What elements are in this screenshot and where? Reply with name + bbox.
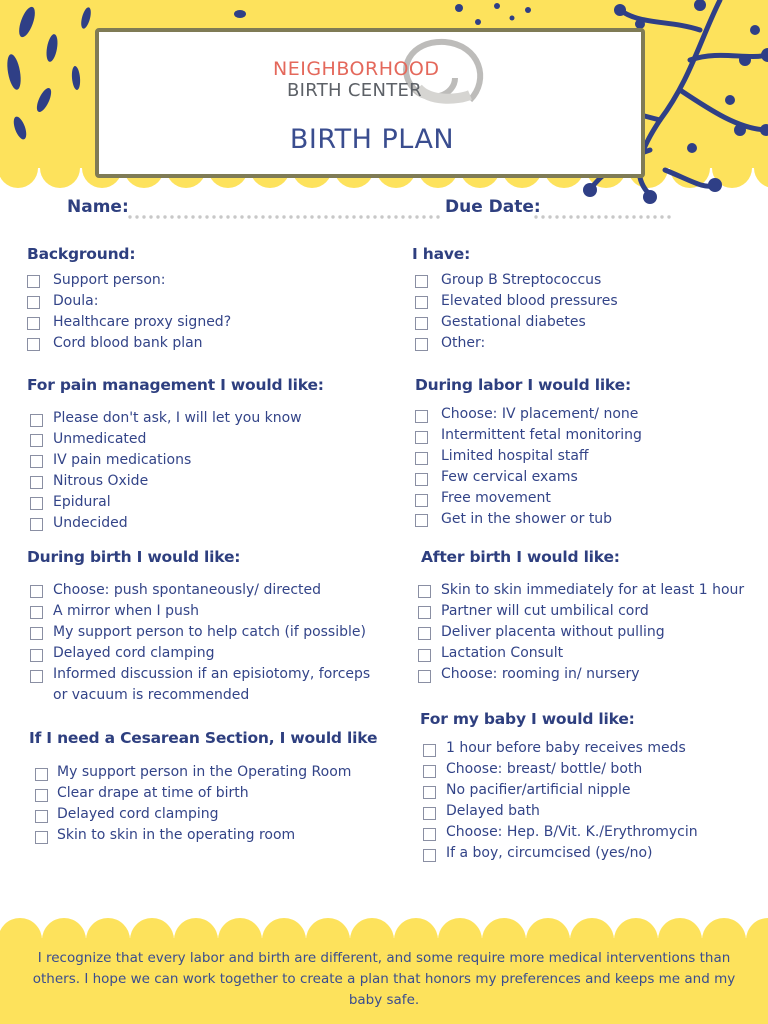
- checkbox[interactable]: [30, 649, 43, 662]
- checkbox[interactable]: [423, 786, 436, 799]
- checkbox[interactable]: [30, 670, 43, 683]
- checkbox[interactable]: [415, 452, 428, 465]
- checkbox[interactable]: [418, 606, 431, 619]
- checkbox[interactable]: [418, 649, 431, 662]
- checkbox[interactable]: [415, 494, 428, 507]
- checkbox[interactable]: [27, 296, 40, 309]
- checkbox[interactable]: [30, 627, 43, 640]
- section-title-background: Background:: [27, 245, 136, 263]
- section-title-during-labor: During labor I would like:: [415, 376, 631, 394]
- checkbox[interactable]: [423, 828, 436, 841]
- checkbox[interactable]: [30, 434, 43, 447]
- checkbox[interactable]: [27, 275, 40, 288]
- checkbox[interactable]: [415, 338, 428, 351]
- checkbox[interactable]: [35, 831, 48, 844]
- checkbox[interactable]: [30, 476, 43, 489]
- checkbox[interactable]: [30, 497, 43, 510]
- checkbox[interactable]: [30, 414, 43, 427]
- checkbox[interactable]: [423, 744, 436, 757]
- checkbox[interactable]: [415, 514, 428, 527]
- checkbox[interactable]: [415, 410, 428, 423]
- item-continuation: or vacuum is recommended: [53, 687, 250, 703]
- page-title: BIRTH PLAN: [289, 124, 455, 155]
- checkbox[interactable]: [415, 275, 428, 288]
- due-date-label: Due Date:: [445, 197, 541, 217]
- checkbox[interactable]: [35, 810, 48, 823]
- checkbox[interactable]: [415, 473, 428, 486]
- logo-line-1: NEIGHBORHOOD: [273, 58, 440, 80]
- section-title-i-have: I have:: [412, 245, 471, 263]
- section-title-after-birth: After birth I would like:: [421, 548, 620, 566]
- checkbox[interactable]: [30, 455, 43, 468]
- checkbox[interactable]: [30, 518, 43, 531]
- logo-line-2: BIRTH CENTER: [287, 80, 422, 101]
- checkbox[interactable]: [415, 317, 428, 330]
- checkbox[interactable]: [423, 807, 436, 820]
- checkbox[interactable]: [30, 585, 43, 598]
- checkbox[interactable]: [418, 627, 431, 640]
- section-title-cesarean: If I need a Cesarean Section, I would like: [29, 729, 378, 747]
- checkbox[interactable]: [423, 765, 436, 778]
- checkbox[interactable]: [418, 670, 431, 683]
- name-label: Name:: [67, 197, 129, 217]
- checkbox[interactable]: [415, 431, 428, 444]
- section-title-for-my-baby: For my baby I would like:: [420, 710, 635, 728]
- checkbox[interactable]: [415, 296, 428, 309]
- checkbox[interactable]: [423, 849, 436, 862]
- checkbox[interactable]: [27, 338, 40, 351]
- checkbox[interactable]: [35, 768, 48, 781]
- section-title-during-birth: During birth I would like:: [27, 548, 241, 566]
- section-title-pain-management: For pain management I would like:: [27, 376, 324, 394]
- checkbox[interactable]: [418, 585, 431, 598]
- checkbox[interactable]: [27, 317, 40, 330]
- checkbox[interactable]: [30, 606, 43, 619]
- checkbox[interactable]: [35, 789, 48, 802]
- footer-statement: I recognize that every labor and birth are different, and some require more medical interventions than others. I hope we can work together to create a plan that honors my preferences and keeps me and my baby safe.: [32, 950, 736, 1008]
